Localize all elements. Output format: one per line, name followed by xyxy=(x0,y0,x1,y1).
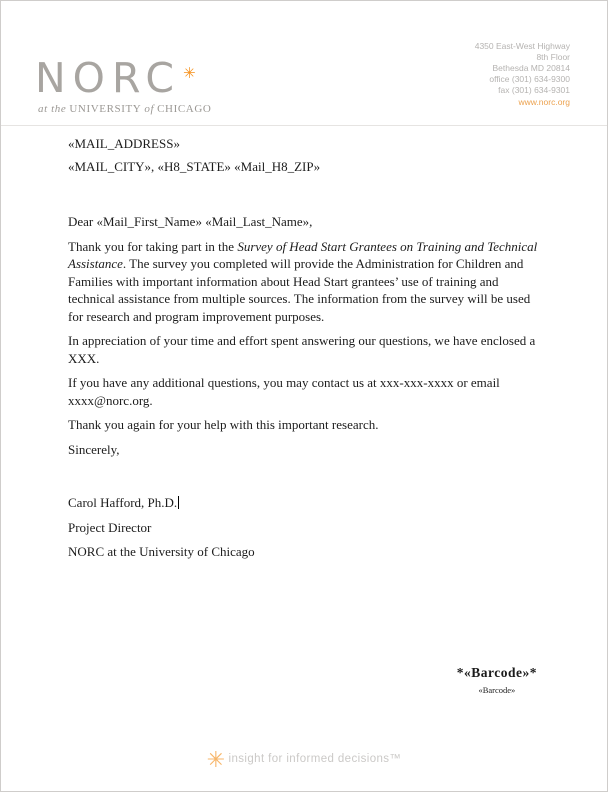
address-line: 8th Floor xyxy=(536,52,570,62)
signature-name: Carol Hafford, Ph.D. xyxy=(68,495,178,510)
header-divider xyxy=(1,125,607,126)
paragraph-1 xyxy=(68,238,548,326)
website-link[interactable]: www.norc.org xyxy=(518,97,570,107)
text-cursor xyxy=(178,496,179,509)
mail-address-field: «MAIL_ADDRESS» xyxy=(68,136,180,151)
logo-wordmark xyxy=(35,51,214,100)
footer-tagline: insight for informed decisions™ xyxy=(228,753,402,765)
letterhead-address-block xyxy=(475,41,570,108)
barcode-field: *«Barcode»* xyxy=(456,665,537,680)
tagline-university: UNIVERSITY xyxy=(69,103,142,115)
p1-text: Thank you for taking part in the xyxy=(68,238,238,254)
star-icon: ✳ xyxy=(206,747,226,772)
recipient-block xyxy=(68,132,320,178)
footer xyxy=(1,747,607,773)
address-line: Bethesda MD 20814 xyxy=(492,63,570,73)
paragraph-2: In appreciation of your time and effort spent answering our questions, we have enclosed a XXX. xyxy=(68,333,536,366)
barcode-block xyxy=(457,665,537,695)
paragraph-3: If you have any additional questions, you may contact us at xxx-xxx-xxxx or email xxxx@norc.org. xyxy=(68,375,500,408)
logo-text: NORC xyxy=(35,54,182,102)
logo-tagline xyxy=(38,103,214,115)
letter-body[interactable] xyxy=(68,213,548,568)
address-line: 4350 East-West Highway xyxy=(474,41,570,51)
star-icon: ✳ xyxy=(183,64,196,82)
tagline-at-the: at the xyxy=(38,103,67,115)
survey-title: Survey of Head Start Grantees on Training and Technical Assistance xyxy=(68,238,538,271)
signature-title: Project Director xyxy=(68,519,152,535)
tagline-chicago: CHICAGO xyxy=(157,103,212,115)
tagline-of: of xyxy=(144,103,155,115)
mail-city-state-zip-field: «MAIL_CITY», «H8_STATE» «Mail_H8_ZIP» xyxy=(68,159,321,174)
signature-org: NORC at the University of Chicago xyxy=(68,544,255,559)
barcode-label: «Barcode» xyxy=(478,685,516,695)
address-line: office (301) 634-9300 xyxy=(489,74,570,84)
p1-text: . The survey you completed will provide the Administration for Children and Families with important information about Head Start grantees’ use of training and technical assistance from multiple sources. The information from the survey will be used for research and program improvement purposes. xyxy=(68,256,531,324)
address-line: fax (301) 634-9301 xyxy=(498,85,570,95)
norc-logo xyxy=(35,51,214,115)
salutation: Dear «Mail_First_Name» «Mail_Last_Name», xyxy=(68,214,313,229)
closing: Sincerely, xyxy=(68,441,120,457)
paragraph-4: Thank you again for your help with this important research. xyxy=(68,417,379,432)
